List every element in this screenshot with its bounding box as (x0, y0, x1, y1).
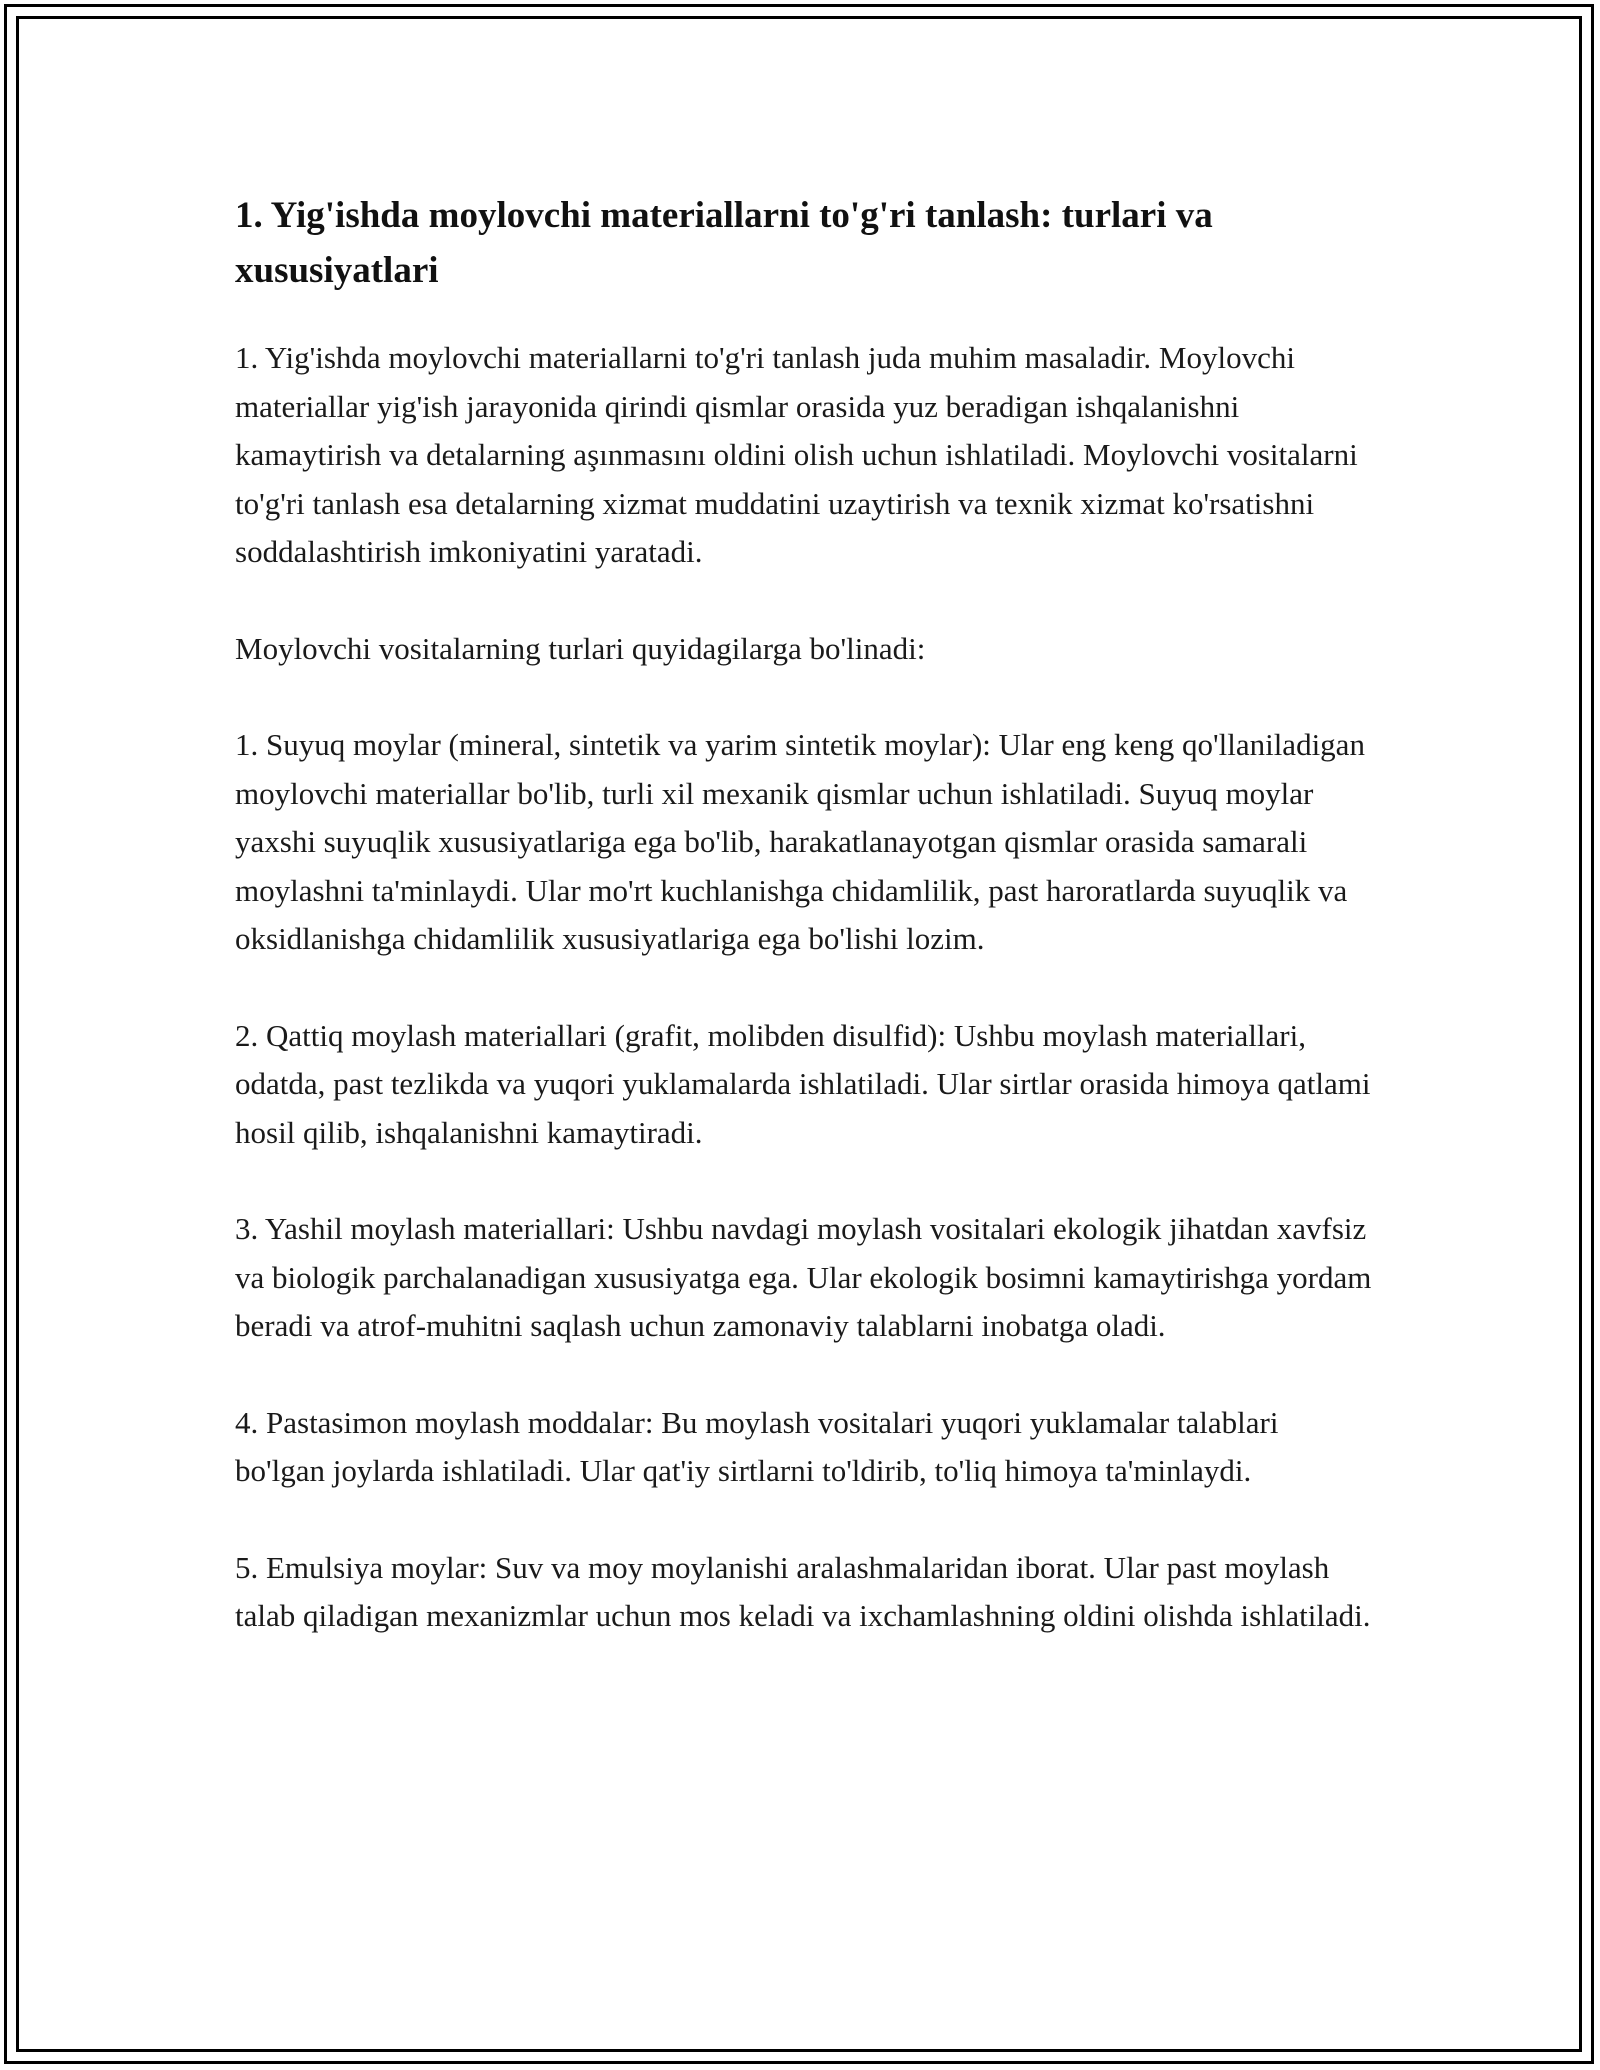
liquid-oils-paragraph: 1. Suyuq moylar (mineral, sintetik va yarim sintetik moylar): Ular eng keng qo'llaniladigan moylovchi materiallar bo'lib, turli xil mexanik qismlar uchun ishlatiladi. Suyuq moylar yaxshi suyuqlik xususiyatlariga ega bo'lib, harakatlanayotgan qismlar orasida samarali moylashni ta'minlaydi. Ular mo'rt kuchlanishga chidamlilik, past haroratlarda suyuqlik va oksidlanishga chidamlilik xususiyatlariga ega bo'lishi lozim. (235, 727, 1365, 956)
intro-paragraph: 1. Yig'ishda moylovchi materiallarni to'g'ri tanlash juda muhim masaladir. Moylovchi materiallar yig'ish jarayonida qirindi qismlar orasida yuz beradigan ishqalanishni kamaytirish va detalarning aşınmasını oldini olish uchun ishlatiladi. Moylovchi vositalarni to'g'ri tanlash esa detalarning xizmat muddatini uzaytirish va texnik xizmat ko'rsatishni soddalashtirish imkoniyatini yaratadi. (235, 340, 1358, 569)
document-title: 1. Yig'ishda moylovchi materiallarni to'g'ri tanlash: turlari va xususiyatlari (235, 195, 1213, 291)
green-lubricants-paragraph: 3. Yashil moylash materiallari: Ushbu navdagi moylash vositalari ekologik jihatdan xavfsiz va biologik parchalanadigan xususiyatga ega. Ular ekologik bosimni kamaytirishga yordam beradi va atrof-muhitni saqlash uchun zamonaviy talablarni inobatga oladi. (235, 1211, 1372, 1343)
paste-lubricants-paragraph: 4. Pastasimon moylash moddalar: Bu moylash vositalari yuqori yuklamalar talablari bo'lgan joylarda ishlatiladi. Ular qat'iy sirtlarni to'ldirib, to'liq himoya ta'minlaydi. (235, 1404, 1279, 1488)
emulsion-oils-paragraph: 5. Emulsiya moylar: Suv va moy moylanishi aralashmalaridan iborat. Ular past moylash talab qiladigan mexanizmlar uchun mos keladi va ixchamlashning oldini olishda ishlatiladi. (235, 1549, 1371, 1633)
document-body (235, 188, 1375, 1689)
solid-lubricants-paragraph: 2. Qattiq moylash materiallari (grafit, molibden disulfid): Ushbu moylash materiallari, odatda, past tezlikda va yuqori yuklamalarda ishlatiladi. Ular sirtlar orasida himoya qatlami hosil qilib, ishqalanishni kamaytiradi. (235, 1017, 1371, 1150)
types-heading-paragraph: Moylovchi vositalarning turlari quyidagilarga bo'linadi: (235, 630, 926, 666)
